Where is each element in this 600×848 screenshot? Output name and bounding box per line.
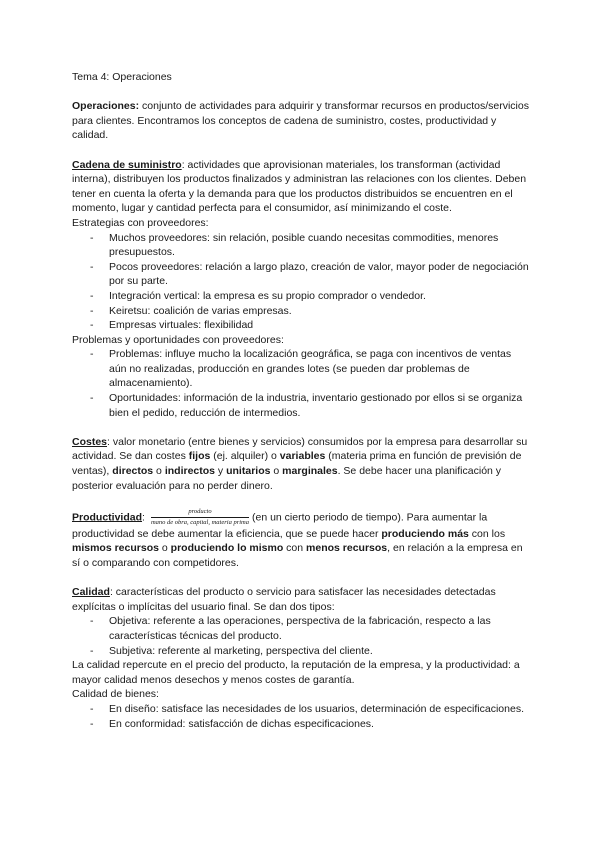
problemas-label: Problemas y oportunidades con proveedores: (72, 333, 284, 346)
calidad-paragraph (72, 585, 530, 614)
costes-paragraph (72, 435, 530, 493)
bold-run: directos (112, 465, 154, 478)
productividad-paragraph (72, 508, 530, 571)
text-run: o (270, 465, 283, 478)
text-run: : (142, 511, 145, 524)
text-run: y (215, 465, 227, 478)
calidad-definition: : características del producto o servicio para satisfacer las necesidades detectadas explícitas o implícitas del usuario final. Se dan dos tipos: (72, 586, 496, 613)
text-run: . Se debe hacer una planificación y posterior evaluación para no perder dinero. (72, 465, 502, 492)
costes-term: Costes (72, 435, 108, 448)
estrategias-label: Estrategias con proveedores: (72, 216, 209, 229)
list-item: - Subjetiva: referente al marketing, perspectiva del cliente. (72, 644, 530, 659)
list-item: - Integración vertical: la empresa es su propio comprador o vendedor. (72, 289, 530, 304)
list-item: - Oportunidades: información de la industria, inventario gestionado por ellos si se organiza bien el pedido, reducción de intermedios. (72, 391, 530, 420)
list-item: - Pocos proveedores: relación a largo plazo, creación de valor, mayor poder de negociación por su parte. (72, 260, 530, 289)
estrategias-list (72, 231, 530, 333)
page-title: Tema 4: Operaciones (72, 71, 172, 83)
text-run: con (283, 542, 307, 555)
calidad-tipos-list (72, 614, 530, 658)
formula-denominator: mano de obra, capital, materia prima (150, 518, 249, 526)
list-item: - En conformidad: satisfacción de dichas especificaciones. (72, 717, 530, 732)
bold-run: mismos recursos (72, 542, 159, 555)
bold-run: indirectos (164, 465, 216, 478)
productividad-formula (151, 508, 249, 527)
text-run: (materia prima en función de previsión de ventas), (72, 450, 522, 478)
text-run: , en relación a la empresa en sí o comparando con competidores. (72, 542, 523, 569)
text-run: o (153, 465, 165, 478)
list-item: - En diseño: satisface las necesidades de los usuarios, determinación de especificaciones. (72, 702, 530, 717)
text-run: (en un cierto periodo de tiempo). Para aumentar la productividad se debe aumentar la eficiencia, que se puede hacer (72, 511, 488, 540)
list-item: - Keiretsu: coalición de varias empresas. (72, 304, 530, 319)
text-run: : valor monetario (entre bienes y servicios) consumidos por la empresa para desarrollar su actividad. Se dan costes (72, 435, 528, 463)
bold-run: fijos (188, 450, 211, 463)
text-run: con los (468, 527, 506, 540)
bold-run: menos recursos (306, 542, 388, 555)
bold-run: unitarios (226, 465, 271, 478)
calidad-term: Calidad (72, 586, 110, 599)
text-run: o (158, 542, 171, 555)
operaciones-paragraph (72, 99, 530, 143)
bold-run: produciendo más (381, 527, 469, 540)
cadena-definition: : actividades que aprovisionan materiales, los transforman (actividad interna), distribuyen los productos finalizados y administran las relaciones con los clientes. Deben tener en cuenta la oferta y la demanda para que los productos distribuidos se encuentren en el momento, lugar y cantidad perfecta para el consumidor, así minimizando el coste. (72, 158, 527, 215)
bold-run: produciendo lo mismo (170, 542, 284, 555)
list-item: - Muchos proveedores: sin relación, posible cuando necesitas commodities, menores presupuestos. (72, 231, 530, 260)
bienes-list (72, 702, 530, 731)
formula-numerator: producto (151, 508, 249, 518)
list-item: - Problemas: influye mucho la localización geográfica, se paga con incentivos de ventas aún no realizadas, producción en grandes lotes (se pueden dar problemas de almacenamiento). (72, 347, 530, 391)
bienes-label: Calidad de bienes: (72, 688, 159, 701)
calidad-repercute: La calidad repercute en el precio del producto, la reputación de la empresa, y la productividad: a mayor calidad menos desechos y menos costes de garantía. (72, 659, 520, 686)
problemas-list (72, 347, 530, 420)
cadena-term: Cadena de suministro (72, 158, 182, 171)
list-item: - Objetiva: referente a las operaciones, perspectiva de la fabricación, respecto a las características técnicas del producto. (72, 614, 530, 643)
bold-run: marginales (282, 465, 338, 478)
operaciones-term: Operaciones: (72, 100, 140, 113)
list-item: - Empresas virtuales: flexibilidad (72, 318, 530, 333)
operaciones-definition: conjunto de actividades para adquirir y transformar recursos en productos/servicios para clientes. Encontramos los conceptos de cadena de suministro, costes, productividad y calidad. (72, 100, 529, 142)
productividad-term: Productividad (72, 511, 143, 524)
text-run: (ej. alquiler) o (210, 450, 280, 463)
bold-run: variables (279, 450, 326, 463)
cadena-paragraph (72, 158, 530, 216)
